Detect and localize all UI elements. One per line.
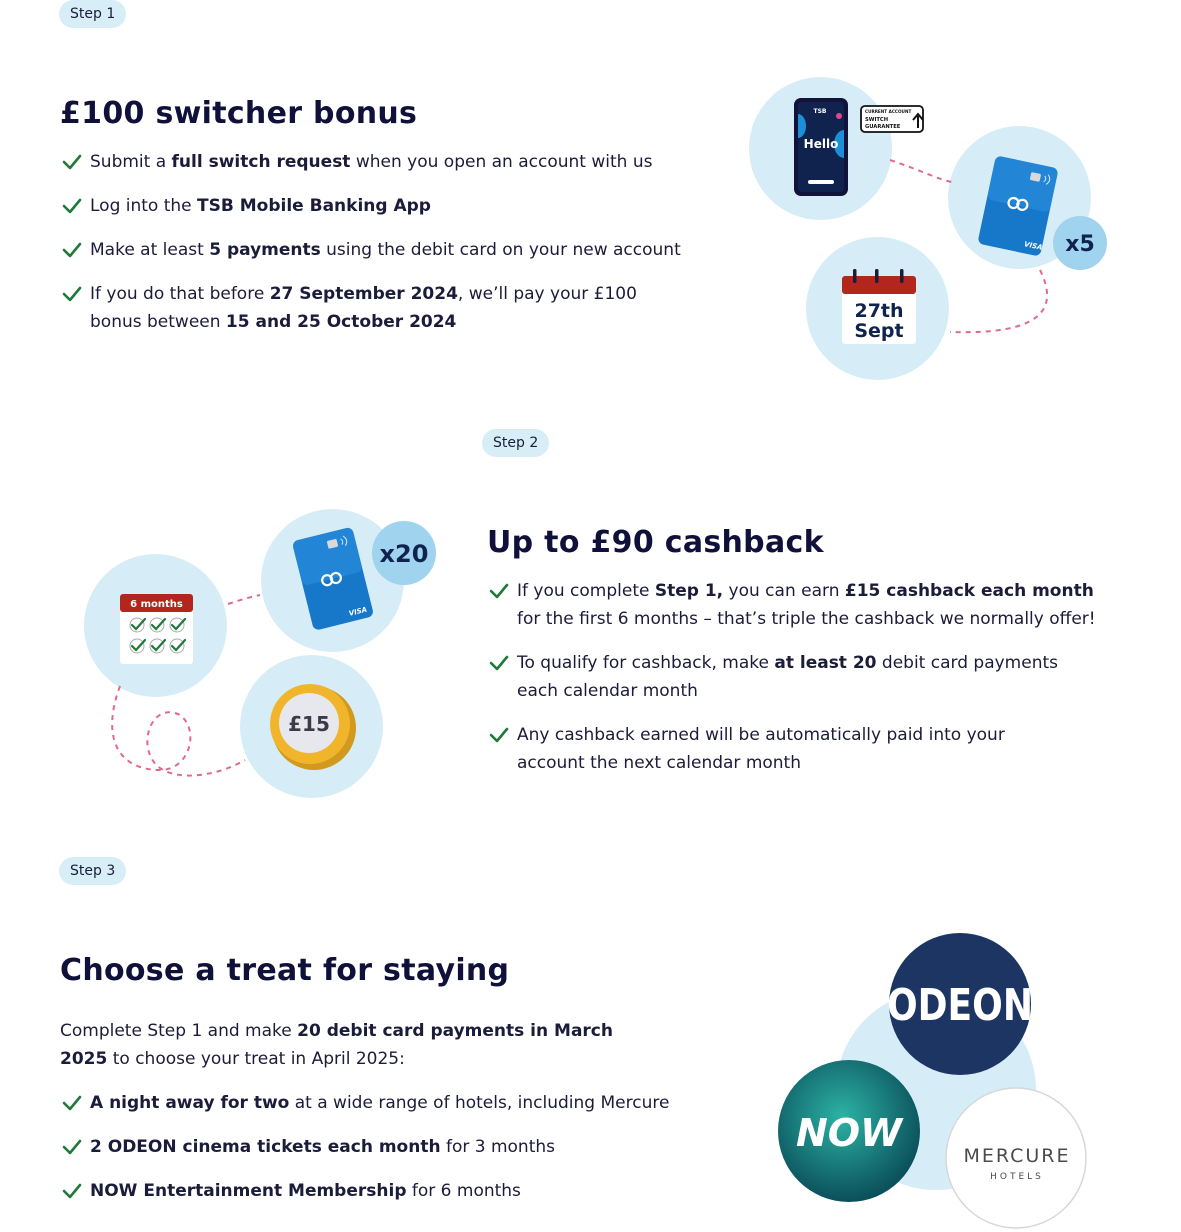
list-item: Any cashback earned will be automatically paid into your account the next calendar month (487, 721, 1077, 777)
check-icon (62, 1093, 82, 1113)
svg-text:GUARANTEE: GUARANTEE (865, 124, 901, 130)
switcher-illustration (740, 70, 1140, 390)
dashed-connector (228, 595, 260, 604)
svg-text:VISA: VISA (347, 605, 368, 618)
svg-text:SWITCH: SWITCH (865, 117, 889, 123)
calendar-icon (842, 269, 916, 344)
coin-value: £15 (288, 712, 330, 736)
list-item: Make at least 5 payments using the debit card on your new account (60, 236, 700, 264)
phone-icon (794, 98, 848, 196)
check-icon (62, 240, 82, 260)
now-wordmark: NOW (795, 1111, 903, 1155)
payments-multiplier: x20 (379, 540, 429, 568)
debit-card-icon (977, 155, 1059, 256)
svg-text:VISA: VISA (1023, 240, 1044, 252)
switcher-bonus-list (60, 148, 700, 352)
mercure-wordmark: MERCURE (963, 1145, 1071, 1167)
mercure-subtitle: HOTELS (990, 1172, 1044, 1182)
list-item: Log into the TSB Mobile Banking App (60, 192, 700, 220)
treat-list (60, 1089, 700, 1221)
check-icon (489, 653, 509, 673)
step-2-badge: Step 2 (482, 429, 549, 457)
check-icon (62, 1181, 82, 1201)
list-item: If you complete Step 1, you can earn £15 cashback each month for the first 6 months – that’s triple the cashback we normally offer! (487, 577, 1097, 633)
check-icon (62, 196, 82, 216)
step-3-badge: Step 3 (59, 857, 126, 885)
svg-text:CURRENT ACCOUNT: CURRENT ACCOUNT (865, 109, 912, 114)
list-item: NOW Entertainment Membership for 6 months (60, 1177, 700, 1205)
list-item: 2 ODEON cinema tickets each month for 3 months (60, 1133, 700, 1161)
cashback-illustration (80, 500, 480, 820)
calendar-date-line1: 27th (854, 300, 904, 322)
check-icon (62, 152, 82, 172)
check-icon (62, 284, 82, 304)
treat-intro: Complete Step 1 and make 20 debit card payments in March 2025 to choose your treat in April 2025: (60, 1021, 613, 1069)
switch-guarantee-logo (861, 106, 923, 132)
cashback-list (487, 577, 1097, 793)
phone-brand: TSB (813, 108, 827, 115)
calendar-date-line2: Sept (854, 320, 904, 342)
list-item: To qualify for cashback, make at least 20 debit card payments each calendar month (487, 649, 1097, 705)
coin-icon (270, 684, 356, 770)
cashback-title: Up to £90 cashback (487, 525, 824, 560)
odeon-logo (887, 933, 1033, 1075)
partner-logos (770, 930, 1100, 1230)
now-logo (778, 1060, 920, 1202)
six-month-calendar-icon (120, 594, 193, 664)
list-item: A night away for two at a wide range of hotels, including Mercure (60, 1089, 700, 1117)
list-item: Submit a full switch request when you open an account with us (60, 148, 700, 176)
mercure-logo (946, 1088, 1086, 1228)
debit-card-icon (292, 527, 374, 631)
dashed-connector (950, 270, 1047, 332)
phone-greeting: Hello (803, 137, 839, 151)
dashed-connector (890, 160, 952, 182)
payments-multiplier: x5 (1065, 232, 1095, 257)
odeon-wordmark: ODEON (886, 980, 1034, 1031)
check-icon (489, 581, 509, 601)
calendar-header: 6 months (130, 599, 183, 610)
list-item: If you do that before 27 September 2024, we’ll pay your £100 bonus between 15 and 25 October 2024 (60, 280, 670, 336)
check-icon (489, 725, 509, 745)
step-1-badge: Step 1 (59, 0, 126, 28)
check-icon (62, 1137, 82, 1157)
dashed-connector (112, 686, 245, 776)
switcher-bonus-title: £100 switcher bonus (60, 96, 418, 131)
treat-title: Choose a treat for staying (60, 953, 510, 988)
